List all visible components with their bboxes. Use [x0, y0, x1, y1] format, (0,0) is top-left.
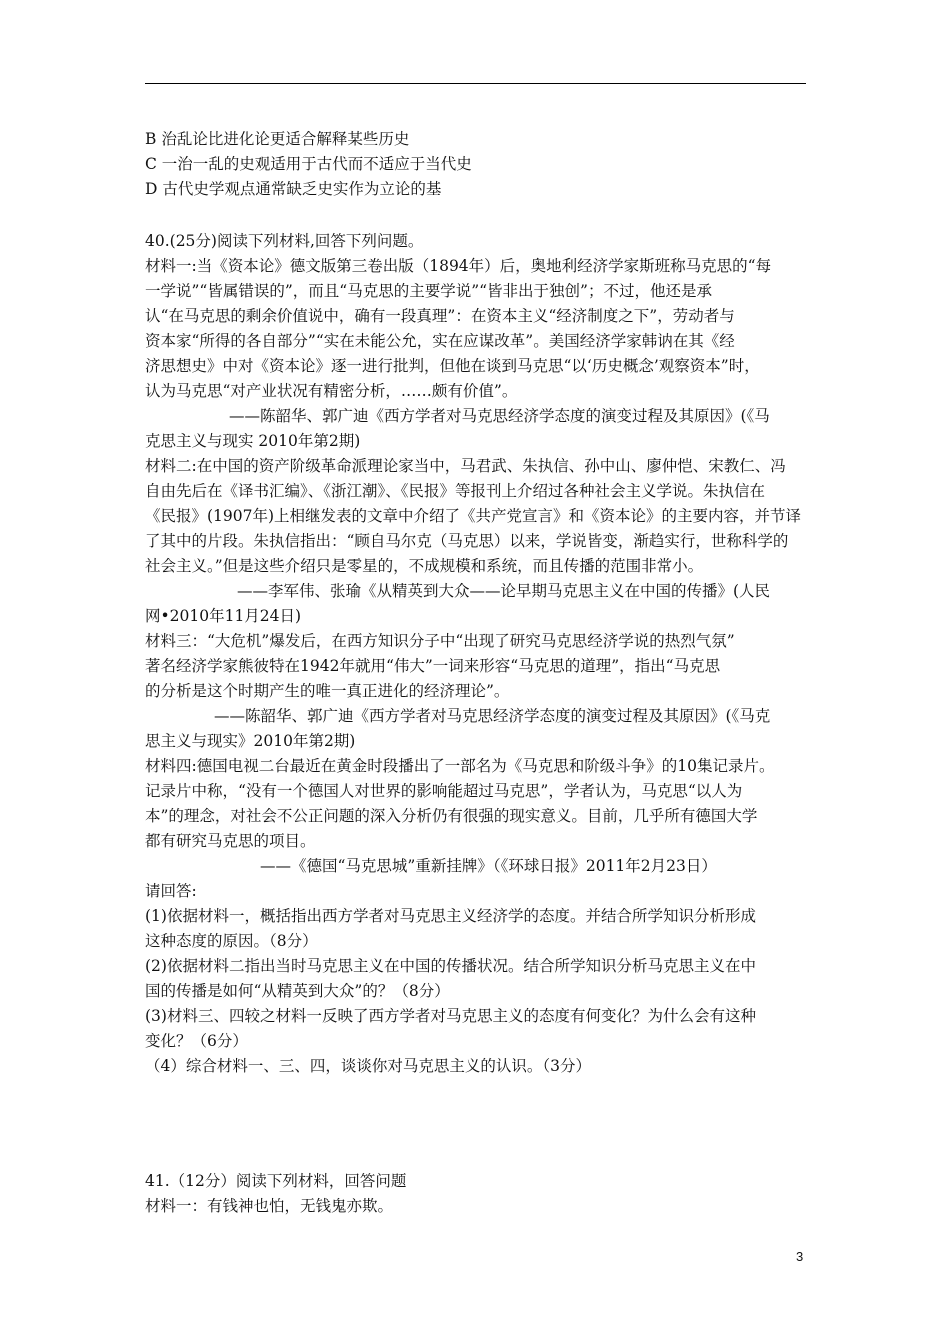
- q40-material2-line: 了其中的片段。朱执信指出：“顾自马尔克（马克思）以来，学说皆变，渐趋实行，世称科学的: [145, 532, 789, 550]
- q40-subquestion: 变化？（6分）: [145, 1032, 248, 1050]
- q40-material1-line: 认为马克思“对产业状况有精密分析，……颇有价值”。: [145, 382, 518, 400]
- q40-material1-line: 认“在马克思的剩余价值说中，确有一段真理”：在资本主义“经济制度之下”，劳动者与: [145, 307, 735, 325]
- q40-subquestion: 国的传播是如何“从精英到大众”的？（8分）: [145, 982, 450, 1000]
- q41-title: 41.（12分）阅读下列材料，回答问题: [145, 1172, 407, 1190]
- option-d: D 古代史学观点通常缺乏史实作为立论的基: [145, 180, 442, 198]
- q40-material4-source: ——《德国“马克思城”重新挂牌》（《环球日报》2011年2月23日）: [260, 857, 717, 875]
- option-c: C 一治一乱的史观适用于古代而不适应于当代史: [145, 155, 472, 173]
- q40-material1-line: 济思想史》中对《资本论》逐一进行批判，但他在谈到马克思“以‘历史概念’观察资本”时，: [145, 357, 760, 375]
- q40-material3-source: 思主义与现实》2010年第2期): [145, 732, 356, 750]
- q40-material1-source: 克思主义与现实 2010年第2期): [145, 432, 361, 450]
- q40-material2-line: 社会主义。”但是这些介绍只是零星的，不成规模和系统，而且传播的范围非常小。: [145, 557, 704, 575]
- q40-material2-source: 网•2010年11月24日): [145, 607, 302, 625]
- q40-title: 40.(25分)阅读下列材料,回答下列问题。: [145, 232, 424, 250]
- q40-subquestion: (1)依据材料一，概括指出西方学者对马克思主义经济学的态度。并结合所学知识分析形成: [145, 907, 756, 925]
- page-number: 3: [796, 1249, 804, 1264]
- q40-material1-source: ——陈韶华、郭广迪《西方学者对马克思经济学态度的演变过程及其原因》(《马: [229, 407, 770, 425]
- q40-material3-source: ——陈韶华、郭广迪《西方学者对马克思经济学态度的演变过程及其原因》(《马克: [214, 707, 771, 725]
- q40-material1-line: 资本家“所得的各自部分”“实在未能公允，实在应谋改革”。美国经济学家韩讷在其《经: [145, 332, 735, 350]
- q40-subquestion: (3)材料三、四较之材料一反映了西方学者对马克思主义的态度有何变化？为什么会有这种: [145, 1007, 756, 1025]
- option-b: B 治乱论比进化论更适合解释某些历史: [145, 130, 410, 148]
- q40-material4-line: 材料四:德国电视二台最近在黄金时段播出了一部名为《马克思和阶级斗争》的10集记录片。: [145, 757, 775, 775]
- q40-material3-line: 的分析是这个时期产生的唯一真正进化的经济理论”。: [145, 682, 510, 700]
- q40-subquestion: （4）综合材料一、三、四，谈谈你对马克思主义的认识。（3分）: [145, 1057, 591, 1075]
- q40-subquestion: 这种态度的原因。（8分）: [145, 932, 318, 950]
- q40-material4-line: 记录片中称，“没有一个德国人对世界的影响能超过马克思”，学者认为，马克思“以人为: [145, 782, 743, 800]
- q40-material3-line: 著名经济学家熊彼特在1942年就用“伟大”一词来形容“马克思的道理”，指出“马克思: [145, 657, 721, 675]
- q40-material3-line: 材料三：“大危机”爆发后，在西方知识分子中“出现了研究马克思经济学说的热烈气氛”: [145, 632, 735, 650]
- q40-material4-line: 本”的理念，对社会不公正问题的深入分析仍有很强的现实意义。目前，几乎所有德国大学: [145, 807, 758, 825]
- q40-material2-line: 自由先后在《译书汇编》、《浙江潮》、《民报》等报刊上介绍过各种社会主义学说。朱执信在: [145, 482, 766, 500]
- header-rule: [145, 83, 806, 84]
- q40-material1-line: 一学说”“皆属错误的”，而且“马克思的主要学说”“皆非出于独创”；不过，他还是承: [145, 282, 712, 300]
- q40-material1-line: 材料一:当《资本论》德文版第三卷出版（1894年）后，奥地利经济学家斯班称马克思的“每: [145, 257, 772, 275]
- q40-material4-line: 都有研究马克思的项目。: [145, 832, 316, 850]
- q41-material1: 材料一：有钱神也怕，无钱鬼亦欺。: [145, 1197, 394, 1215]
- q40-material2-source: ——李军伟、张瑜《从精英到大众——论早期马克思主义在中国的传播》(人民: [237, 582, 771, 600]
- q40-material2-line: 《民报》(1907年)上相继发表的文章中介绍了《共产党宣言》和《资本论》的主要内容，并节译: [145, 507, 802, 525]
- q40-subquestion: (2)依据材料二指出当时马克思主义在中国的传播状况。结合所学知识分析马克思主义在中: [145, 957, 756, 975]
- q40-prompt: 请回答:: [145, 882, 197, 900]
- q40-material2-line: 材料二:在中国的资产阶级革命派理论家当中，马君武、朱执信、孙中山、廖仲恺、宋教仁、冯: [145, 457, 786, 475]
